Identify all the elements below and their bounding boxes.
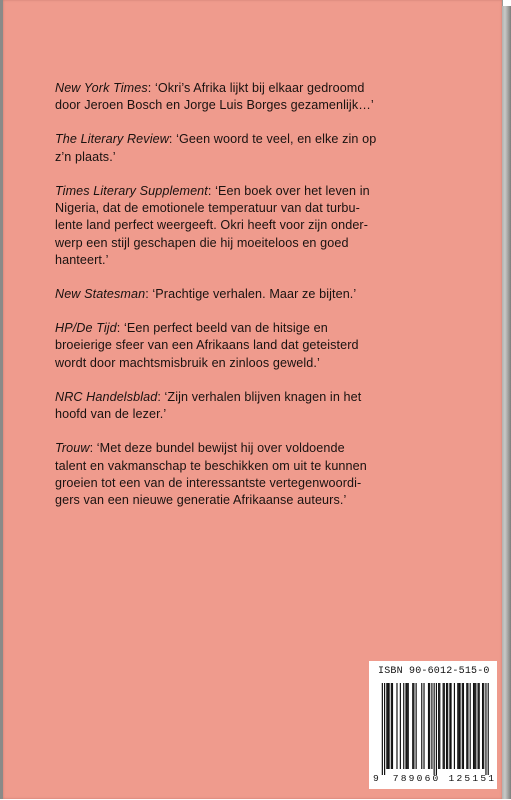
barcode-bar <box>392 683 393 769</box>
barcode-bar <box>407 683 408 769</box>
barcode-guard-bar <box>485 683 486 775</box>
barcode-bar <box>413 683 414 769</box>
source-separator: : <box>89 441 97 456</box>
quote-line: hoofd van de lezer.’ <box>55 407 167 422</box>
review-quotes <box>55 80 485 526</box>
quote-line: wordt door machtsmisbruik en zinloos geweld.’ <box>55 355 320 370</box>
barcode-guard-bar <box>382 683 383 775</box>
barcode-bar <box>444 683 445 769</box>
barcode-bar <box>412 683 413 769</box>
barcode-bar <box>416 683 417 769</box>
review-quote <box>55 320 485 372</box>
review-source: Trouw <box>55 441 90 456</box>
ean-digits <box>373 773 497 784</box>
quote-line: ‘Geen woord te veel, en elke zin op <box>176 132 377 147</box>
barcode-bar <box>396 683 397 769</box>
barcode-bar <box>389 683 390 769</box>
barcode-bar <box>470 683 471 769</box>
barcode-bar <box>483 683 484 769</box>
barcode-bar <box>391 683 392 769</box>
quote-line: door Jeroen Bosch en Jorge Luis Borges gezamenlijk…’ <box>55 98 374 113</box>
quote-line: Nigeria, dat de emotionele temperatuur van dat turbu- <box>55 201 360 216</box>
quote-line: ‘Een perfect beeld van de hitsige en <box>123 321 328 336</box>
quote-line: ‘Okri’s Afrika lijkt bij elkaar gedroomd <box>154 81 365 95</box>
ean-left-group: 789060 <box>392 773 441 784</box>
barcode-bar <box>387 683 388 769</box>
quote-line: ‘Met deze bundel bewijst hij over voldoende <box>96 441 345 456</box>
quote-line: lente land perfect weergeeft. Okri heeft voor zijn onder- <box>55 218 369 233</box>
barcode-bar <box>475 683 476 769</box>
barcode-bar <box>446 683 447 769</box>
barcode-bar <box>462 683 463 769</box>
barcode-bar <box>482 683 483 769</box>
barcode-bar <box>454 683 455 769</box>
barcode-bar <box>439 683 440 769</box>
barcode-bar <box>423 683 424 769</box>
review-quote <box>55 183 485 270</box>
review-quote <box>55 131 485 166</box>
quote-line: broeierige sfeer van een Afrikaans land dat geteisterd <box>55 338 359 353</box>
review-source: New Statesman <box>55 287 146 302</box>
review-source: NRC Handelsblad <box>55 389 158 404</box>
review-source: HP/De Tijd <box>55 321 117 336</box>
quote-line: ‘Prachtige verhalen. Maar ze bijten.’ <box>152 287 357 302</box>
barcode-bar <box>431 683 432 769</box>
ean-first-digit: 9 <box>373 773 379 784</box>
barcode-bar <box>400 683 401 769</box>
review-source: Times Literary Supplement <box>55 183 208 198</box>
quote-line: groeien tot een van de interessantste vertegenwoordi- <box>55 475 362 490</box>
review-quote <box>55 286 485 303</box>
barcode-bar <box>428 683 429 769</box>
barcode-guard-bar <box>436 683 437 775</box>
barcode-guard-bar <box>384 683 385 775</box>
barcode-bar <box>421 683 422 769</box>
ean-right-group: 125151 <box>448 773 497 784</box>
source-separator: : <box>145 287 153 302</box>
barcode-guard-bar <box>488 683 489 775</box>
barcode-bar <box>479 683 480 769</box>
quote-line: ‘Een boek over het leven in <box>215 183 370 198</box>
barcode-bar <box>467 683 468 769</box>
barcode-label <box>369 661 497 789</box>
review-source: New York Times <box>55 81 148 95</box>
barcode-bar <box>457 683 458 769</box>
barcode-bar <box>473 683 474 769</box>
barcode-bar <box>447 683 448 769</box>
quote-line: gers van een nieuwe generatie Afrikaanse auteurs.’ <box>55 493 347 508</box>
source-separator: : <box>207 183 216 198</box>
quote-line: hanteert.’ <box>55 253 109 268</box>
review-source: The Literary Review <box>55 132 169 147</box>
back-cover <box>3 0 502 799</box>
quote-line: z’n plaats.’ <box>55 149 116 164</box>
isbn-number: ISBN 90-6012-515-0 <box>378 666 490 677</box>
quote-line: ‘Zijn verhalen blijven knagen in het <box>164 389 362 404</box>
barcode-bar <box>474 683 475 769</box>
quote-line: talent en vakmanschap te beschikken om uit te kunnen <box>55 458 367 473</box>
barcode-bar <box>403 683 404 769</box>
barcode-bar <box>408 683 409 769</box>
barcode-bar <box>450 683 451 769</box>
barcode-bar <box>438 683 439 769</box>
review-quote <box>55 80 485 115</box>
barcode-bar <box>386 683 387 769</box>
barcode-bar <box>466 683 467 769</box>
barcode-bar <box>405 683 406 769</box>
barcode-bar <box>458 683 459 769</box>
barcode-bar <box>429 683 430 769</box>
review-quote <box>55 440 485 510</box>
source-separator: : <box>168 132 177 147</box>
page-edges <box>501 6 511 799</box>
barcode-bar <box>443 683 444 769</box>
barcode-bar <box>477 683 478 769</box>
source-separator: : <box>157 389 165 404</box>
barcode-bar <box>449 683 450 769</box>
barcode-bars <box>375 683 491 775</box>
source-separator: : <box>116 321 124 336</box>
barcode-bar <box>459 683 460 769</box>
source-separator: : <box>147 81 155 95</box>
barcode-guard-bar <box>434 683 435 775</box>
review-quote <box>55 389 485 424</box>
quote-line: werp een stijl geschapen die hij moeiteloos en goed <box>55 235 349 250</box>
barcode-bar <box>463 683 464 769</box>
